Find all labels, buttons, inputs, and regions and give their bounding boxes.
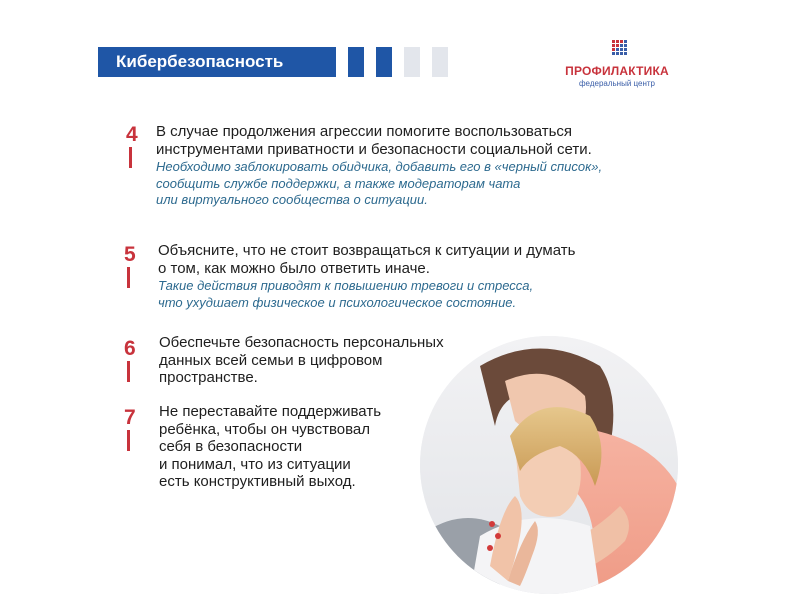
item-text-line: пространстве. <box>159 369 258 386</box>
logo-title: ПРОФИЛАКТИКА <box>565 64 669 78</box>
logo <box>560 40 674 88</box>
item-text <box>156 123 696 158</box>
item-text-line: себя в безопасности <box>159 438 303 455</box>
item-number: 6 <box>124 337 136 385</box>
item-text-line: Не переставайте поддерживать <box>159 403 382 420</box>
item-text <box>159 334 489 387</box>
item-text-line: Обеспечьте безопасность персональных <box>159 334 444 351</box>
item-note-line: сообщить службе поддержки, а также модераторам чата <box>156 175 521 191</box>
item-text-line: Объясните, что не стоит возвращаться к ситуации и думать <box>158 242 576 259</box>
item-text-line: ребёнка, чтобы он чувствовал <box>159 420 371 438</box>
item-note <box>156 159 716 209</box>
item-text-line: данных всей семьи в цифровом <box>159 351 383 369</box>
grid-logo-icon <box>612 40 628 56</box>
item-text-line: В случае продолжения агрессии помогите воспользоваться <box>156 123 573 140</box>
item-text <box>158 242 698 277</box>
item-note-line: что ухудшает физическое и психологическое состояние. <box>158 294 517 310</box>
page-title-bar <box>98 47 336 77</box>
header-decoration-block <box>348 47 364 77</box>
photo-illustration <box>420 336 678 594</box>
item-note <box>158 278 698 311</box>
item-note-line: или виртуального сообщества о ситуации. <box>156 192 428 207</box>
item-text-line: есть конструктивный выход. <box>159 473 356 490</box>
item-note-line: Такие действия приводят к повышению тревоги и стресса, <box>158 278 534 293</box>
item-text <box>159 403 429 491</box>
page-title: Кибербезопасность <box>116 52 284 71</box>
item-note-line: Необходимо заблокировать обидчика, добавить его в «черный список», <box>156 159 603 174</box>
mother-child-photo <box>420 336 678 594</box>
logo-subtitle: федеральный центр <box>578 79 656 88</box>
item-number: 7 <box>124 406 136 454</box>
item-number: 4 <box>126 123 138 171</box>
item-text-line: инструментами приватности и безопасности социальной сети. <box>156 140 592 158</box>
header-decoration-block <box>432 47 448 77</box>
header-decoration-block <box>376 47 392 77</box>
item-number: 5 <box>124 243 136 291</box>
item-text-line: и понимал, что из ситуации <box>159 455 351 473</box>
header-decoration-block <box>404 47 420 77</box>
item-text-line: о том, как можно было ответить иначе. <box>158 259 430 277</box>
